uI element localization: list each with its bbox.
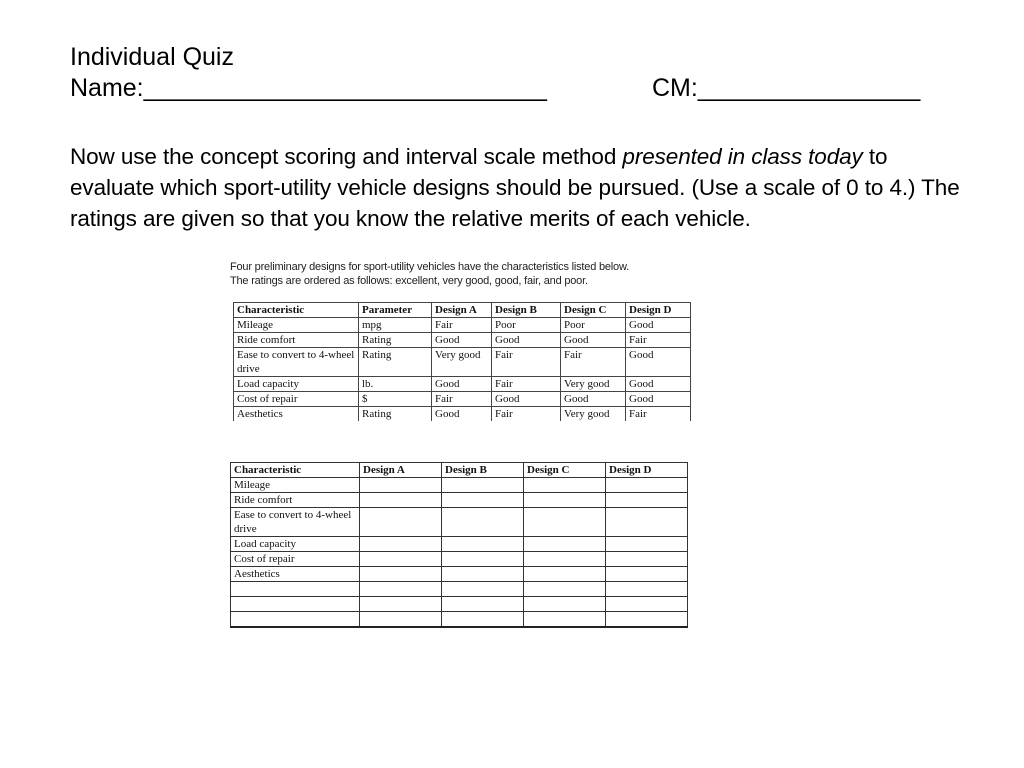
table-cell: Poor [561,318,626,333]
score-cell[interactable] [606,597,688,612]
score-cell[interactable] [442,478,524,493]
score-cell[interactable] [524,493,606,508]
table-cell: Ride comfort [231,493,360,508]
instructions-italic: presented in class today [622,144,863,169]
ratings-header-row [234,303,691,318]
table-cell: Rating [359,407,432,422]
score-cell[interactable] [442,493,524,508]
header-cell: Characteristic [231,463,360,478]
table-cell: Fair [432,318,492,333]
table-cell: Ease to convert to 4-wheel drive [231,508,360,537]
table-cell: Good [626,348,691,377]
table-cell: Fair [492,348,561,377]
header-cell: Design A [360,463,442,478]
score-cell[interactable] [524,567,606,582]
score-cell[interactable] [524,478,606,493]
header-cell: Parameter [359,303,432,318]
score-cell[interactable] [442,582,524,597]
table-cell: Cost of repair [234,392,359,407]
score-cell[interactable] [442,552,524,567]
table-cell: Good [492,392,561,407]
table-intro [230,260,629,288]
table-cell: Mileage [231,478,360,493]
score-cell[interactable] [360,537,442,552]
instructions-paragraph [70,141,965,234]
score-cell[interactable] [360,582,442,597]
table-cell: mpg [359,318,432,333]
table-cell: Fair [432,392,492,407]
score-cell[interactable] [524,582,606,597]
table-cell: Mileage [234,318,359,333]
table-cell: lb. [359,377,432,392]
score-cell[interactable] [606,552,688,567]
score-cell[interactable] [524,612,606,628]
score-cell[interactable] [524,552,606,567]
score-cell[interactable] [231,612,360,628]
quiz-header [70,42,921,104]
table-cell: Fair [561,348,626,377]
table-cell: $ [359,392,432,407]
ratings-table [233,302,691,421]
scoring-table [230,462,688,628]
table-row [234,318,691,333]
score-cell[interactable] [524,537,606,552]
table-cell: Aesthetics [234,407,359,422]
header-cell: Design B [442,463,524,478]
table-cell: Very good [561,377,626,392]
score-cell[interactable] [442,597,524,612]
table-cell: Rating [359,333,432,348]
table-cell: Aesthetics [231,567,360,582]
table-cell: Very good [561,407,626,422]
score-cell[interactable] [442,508,524,537]
table-cell: Good [626,392,691,407]
intro-line-1: Four preliminary designs for sport-utility vehicles have the characteristics listed below. [230,261,629,273]
table-row [234,377,691,392]
score-cell[interactable] [442,537,524,552]
header-cell: Characteristic [234,303,359,318]
table-cell: Rating [359,348,432,377]
name-field[interactable]: Name:_____________________________ [70,74,547,102]
table-row [231,552,688,567]
header-cell: Design C [561,303,626,318]
table-cell: Load capacity [231,537,360,552]
score-cell[interactable] [606,493,688,508]
score-cell[interactable] [606,508,688,537]
table-cell: Cost of repair [231,552,360,567]
cm-field[interactable]: CM:________________ [652,74,921,102]
quiz-title: Individual Quiz [70,43,234,71]
table-cell: Ride comfort [234,333,359,348]
score-cell[interactable] [606,478,688,493]
table-row [231,493,688,508]
table-cell: Fair [492,407,561,422]
instructions-text-2: to evaluate which sport-utility vehicle designs should be pursued. (Use a scale of 0 to 4.) The ratings are given so that you know the relative merits of each vehicle. [70,144,960,231]
table-row [231,478,688,493]
table-row [234,348,691,377]
score-cell[interactable] [606,612,688,628]
name-cm-row [70,73,921,104]
score-cell[interactable] [442,612,524,628]
table-row [231,508,688,537]
score-cell[interactable] [360,597,442,612]
table-cell: Good [432,407,492,422]
scoring-header-row [231,463,688,478]
score-cell[interactable] [606,582,688,597]
score-cell[interactable] [524,508,606,537]
table-row [234,392,691,407]
empty-row [231,612,688,628]
instructions-text-1: Now use the concept scoring and interval scale method [70,144,623,169]
score-cell[interactable] [360,493,442,508]
table-cell: Fair [626,407,691,422]
table-row [231,567,688,582]
header-cell: Design D [606,463,688,478]
score-cell[interactable] [606,567,688,582]
table-row [234,407,691,422]
score-cell[interactable] [360,508,442,537]
table-cell: Good [432,333,492,348]
score-cell[interactable] [360,478,442,493]
table-cell: Fair [626,333,691,348]
table-cell: Load capacity [234,377,359,392]
header-cell: Design C [524,463,606,478]
empty-row [231,597,688,612]
score-cell[interactable] [606,537,688,552]
table-cell: Good [432,377,492,392]
table-cell: Very good [432,348,492,377]
table-cell: Ease to convert to 4-wheel drive [234,348,359,377]
table-cell: Fair [492,377,561,392]
score-cell[interactable] [360,612,442,628]
empty-row [231,582,688,597]
score-cell[interactable] [360,552,442,567]
table-cell: Poor [492,318,561,333]
table-cell: Good [561,333,626,348]
header-cell: Design A [432,303,492,318]
table-cell: Good [626,377,691,392]
score-cell[interactable] [360,567,442,582]
table-cell: Good [561,392,626,407]
table-cell: Good [492,333,561,348]
score-cell[interactable] [231,582,360,597]
score-cell[interactable] [524,597,606,612]
table-row [234,333,691,348]
header-cell: Design D [626,303,691,318]
score-cell[interactable] [442,567,524,582]
intro-line-2: The ratings are ordered as follows: excellent, very good, good, fair, and poor. [230,275,588,287]
table-row [231,537,688,552]
table-cell: Good [626,318,691,333]
score-cell[interactable] [231,597,360,612]
header-cell: Design B [492,303,561,318]
